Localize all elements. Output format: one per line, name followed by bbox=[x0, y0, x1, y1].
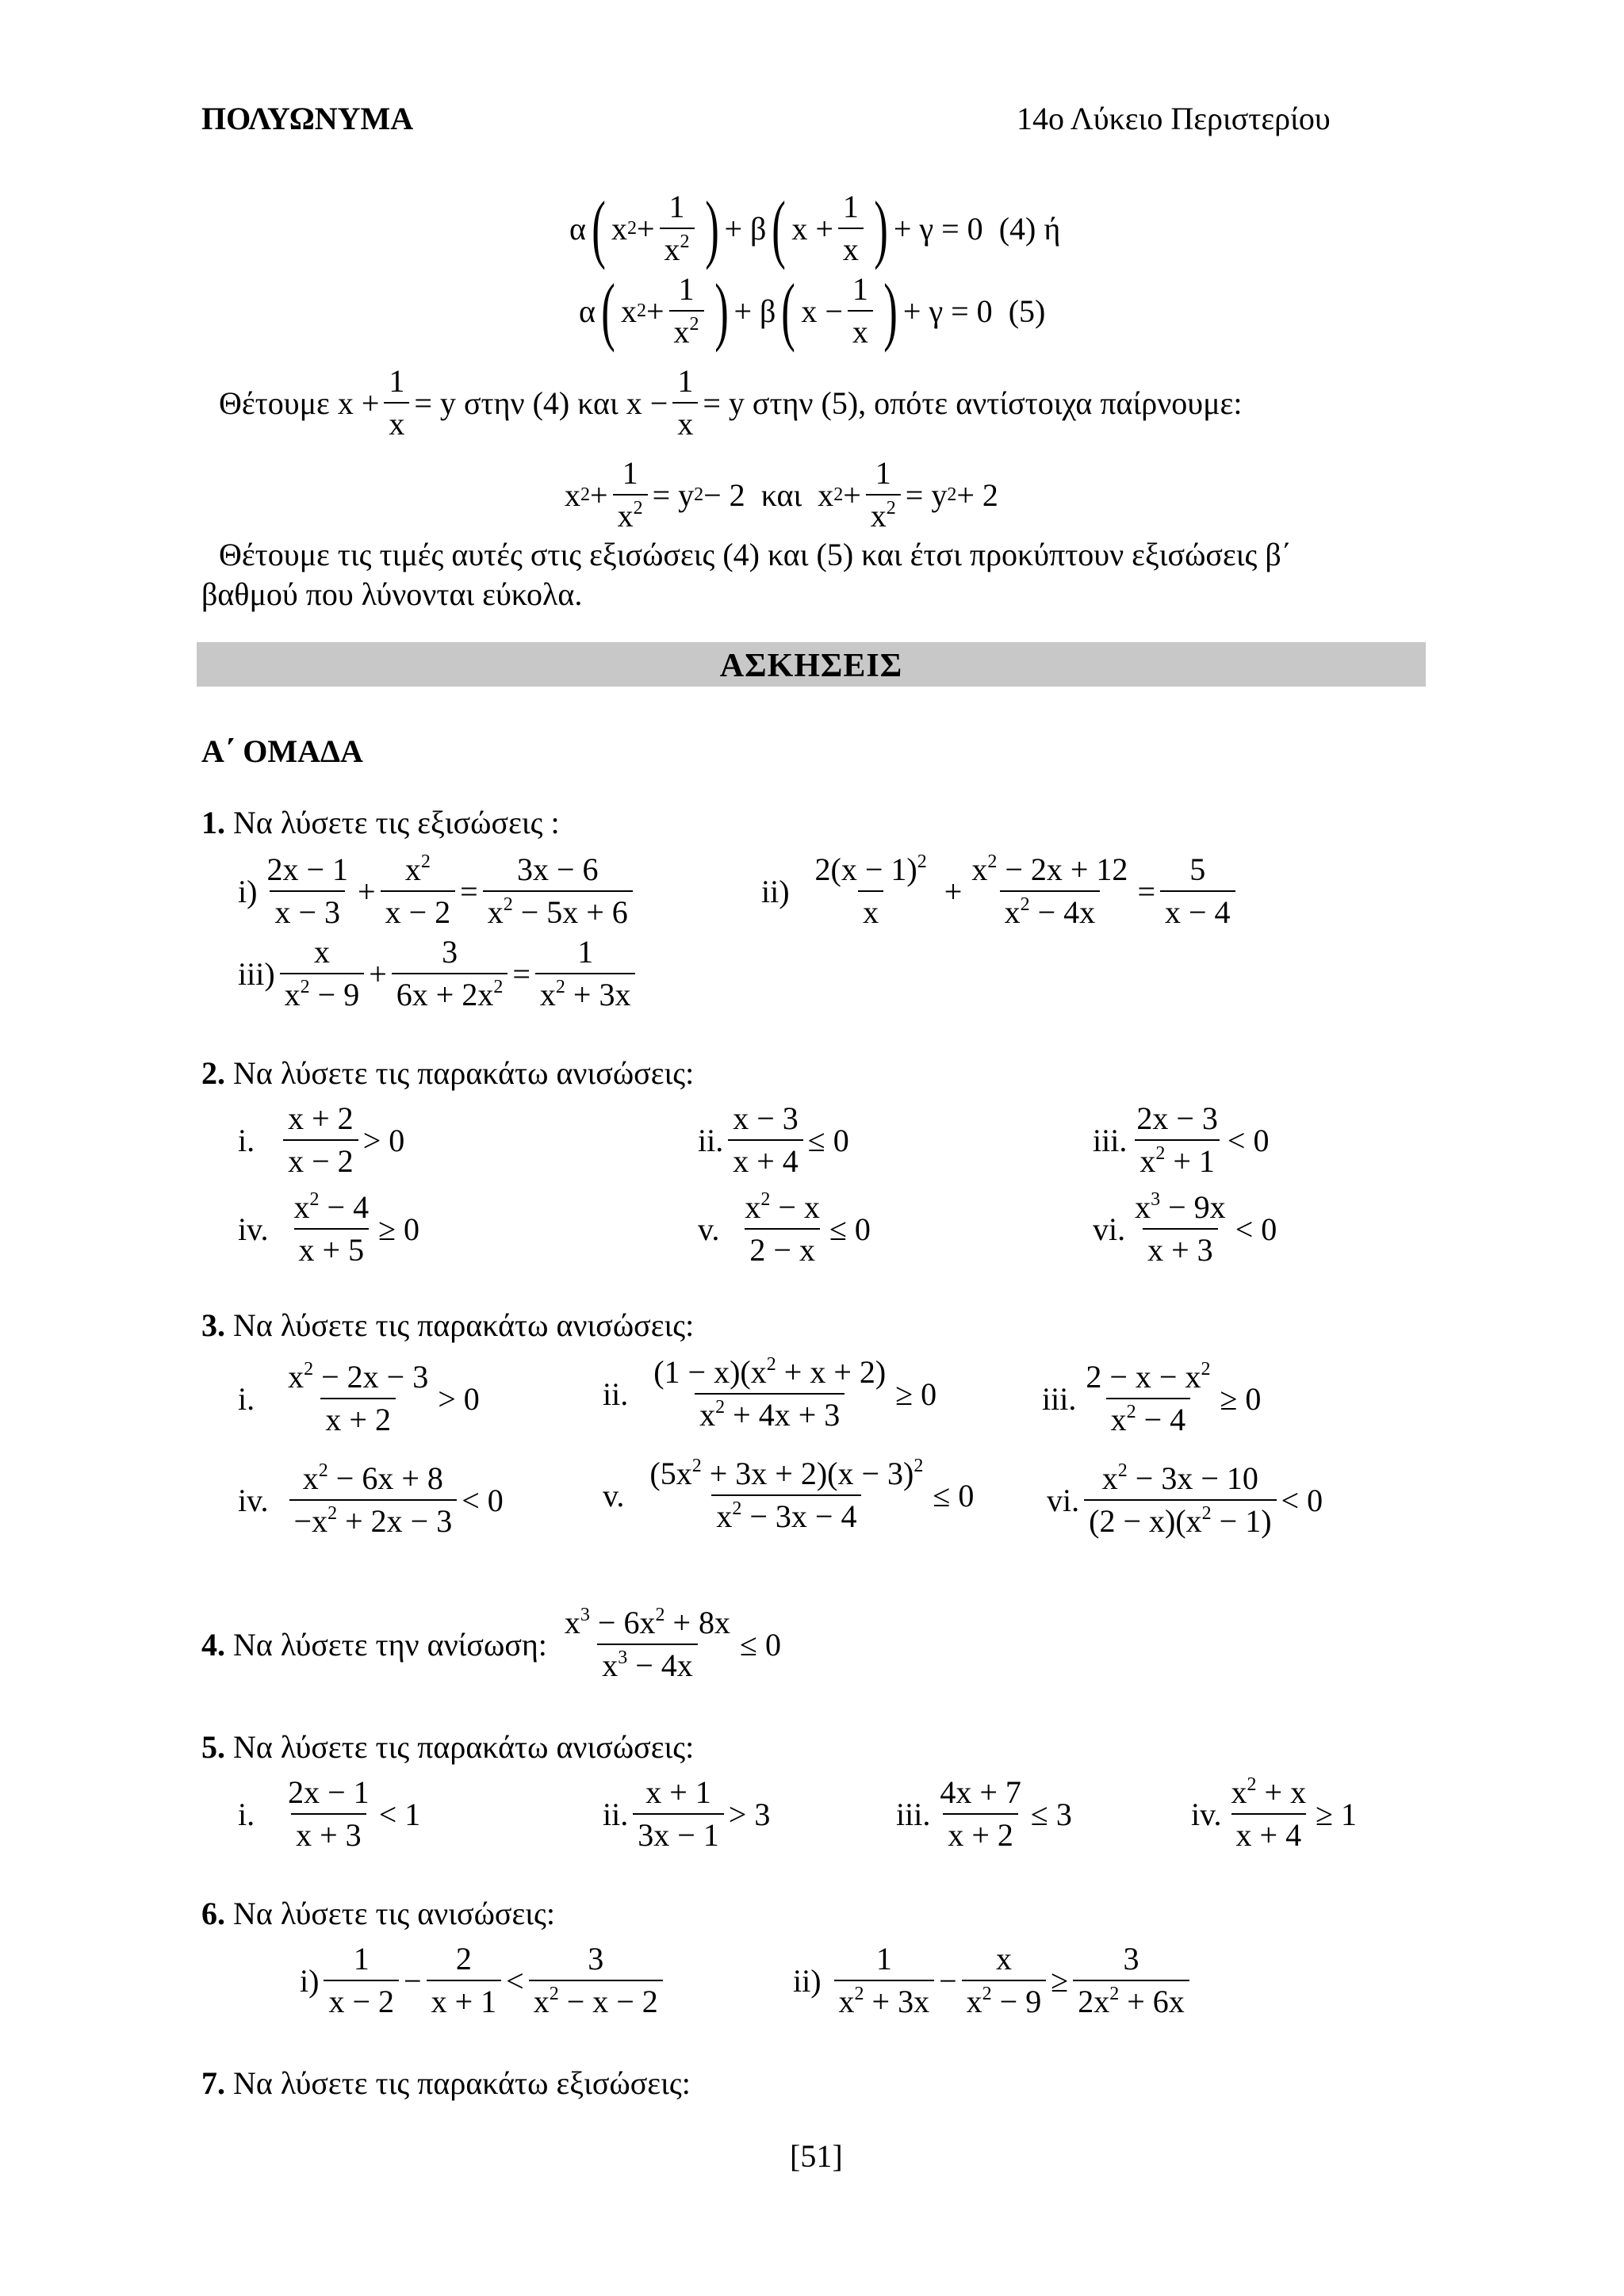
exercise-1-ii: ii) $\frac{2(x - 1)^2}{x}$ + $\frac{x^2 - 2x + 12}{x^2 - 4x}$ = $\frac{5}{x - 4}$ bbox=[761, 851, 1240, 931]
equation-5: α ( x 2 + $\frac{1}{x^2}$ ) + β ( x − $\frac{1}{x}$ ) + γ = 0 (5) bbox=[579, 268, 1046, 353]
exercise-number: 7. bbox=[201, 2065, 225, 2101]
equation-4: α ( x 2 + $\frac{1}{x^2}$ ) + β ( x + $\frac{1}{x}$ ) + γ = 0 (4) ή bbox=[569, 186, 1061, 270]
exercise-3-v: v. $\frac{(5x^2 + 3x + 2)(x - 3)^2}{x^2 - 3x - 4}$ ≤ 0 bbox=[603, 1456, 975, 1534]
exercise-1-iii: iii) $\frac{x}{x^2 - 9}$ + $\frac{3}{6x + 2x^2}$ = $\frac{1}{x^2 + 3x}$ bbox=[238, 934, 640, 1013]
exercise-number: 1. bbox=[201, 805, 225, 840]
exercise-text: Να λύσετε τις παρακάτω ανισώσεις: bbox=[233, 1055, 695, 1091]
exercise-2-heading bbox=[201, 1054, 694, 1092]
equation-4-tag: (4) ή bbox=[998, 210, 1061, 247]
exercise-5-heading bbox=[201, 1728, 694, 1766]
exercise-5-iv: iv. $\frac{x^2 + x}{x + 4}$ ≥ 1 bbox=[1191, 1774, 1358, 1853]
exercise-number: 2. bbox=[201, 1055, 225, 1091]
exercise-3-heading bbox=[201, 1307, 694, 1344]
exercise-1-heading bbox=[201, 804, 560, 841]
section-banner bbox=[197, 642, 1426, 687]
exercise-text: Να λύσετε τις παρακάτω ανισώσεις: bbox=[233, 1307, 695, 1343]
exercise-number: 6. bbox=[201, 1896, 225, 1931]
exercise-number: 5. bbox=[201, 1729, 225, 1765]
exercise-3-i: i. $\frac{x^2 - 2x - 3}{x + 2}$ > 0 bbox=[238, 1359, 480, 1437]
exercise-2-iii: iii. $\frac{2x - 3}{x^2 + 1}$ < 0 bbox=[1093, 1100, 1270, 1179]
exercise-3-iv: iv. $\frac{x^2 - 6x + 8}{-x^2 + 2x - 3}$ < 0 bbox=[238, 1460, 504, 1539]
exercise-6-i: i) $\frac{1}{x - 2}$ − $\frac{2}{x + 1}$ < $\frac{3}{x^2 - x - 2}$ bbox=[300, 1941, 668, 2020]
exercise-3-vi: vi. $\frac{x^2 - 3x - 10}{(2 - x)(x^2 - 1)}$ < 0 bbox=[1047, 1460, 1323, 1539]
exercise-text: Να λύσετε τις παρακάτω ανισώσεις: bbox=[233, 1729, 695, 1765]
exercise-2-vi: vi. $\frac{x^3 - 9x}{x + 3}$ < 0 bbox=[1093, 1189, 1277, 1268]
exercise-3-ii: ii. $\frac{(1 - x)(x^2 + x + 2)}{x^2 + 4x + 3}$ ≥ 0 bbox=[603, 1354, 937, 1433]
exercise-1-i: i) $\frac{2x - 1}{x - 3}$ + $\frac{x^2}{x - 2}$ = $\frac{3x - 6}{x^2 - 5x + 6}$ bbox=[238, 851, 638, 931]
exercise-7-heading bbox=[201, 2064, 691, 2102]
substitution-text-c: στην (5), οπότε αντίστοιχα παίρνουμε: bbox=[752, 385, 1243, 421]
substitution-result: x 2 + $\frac{1}{x^2}$ = y 2 − 2 και x 2 + $\frac{1}{x^2}$ = y 2 + 2 bbox=[565, 455, 998, 534]
group-title: Α΄ ΟΜΑΔΑ bbox=[201, 733, 363, 769]
exercise-2-v: v. $\frac{x^2 - x}{2 - x}$ ≤ 0 bbox=[698, 1189, 871, 1268]
section-title: ΑΣΚΗΣΕΙΣ bbox=[719, 648, 903, 684]
page-number: [51] bbox=[790, 2138, 843, 2174]
exercise-text: Να λύσετε τις παρακάτω εξισώσεις: bbox=[233, 2065, 691, 2101]
substitution-line: Θέτουμε x + $\frac{1}{x}$ = y στην (4) και x − $\frac{1}{x}$ = y στην (5), οπότε αντίστοιχα παίρνουμε: bbox=[219, 363, 1243, 442]
exercise-number: 3. bbox=[201, 1307, 225, 1343]
exercise-2-iv: iv. $\frac{x^2 - 4}{x + 5}$ ≥ 0 bbox=[238, 1189, 420, 1268]
exercise-4: 4. Να λύσετε την ανίσωση: $\frac{x^3 - 6x^2 + 8x}{x^3 - 4x}$ ≤ 0 bbox=[201, 1605, 781, 1683]
exercise-2-ii: ii. $\frac{x - 3}{x + 4}$ ≤ 0 bbox=[698, 1100, 849, 1179]
exercise-text: Να λύσετε τις εξισώσεις : bbox=[233, 805, 560, 840]
exercise-2-i: i. $\frac{x + 2}{x - 2}$ > 0 bbox=[238, 1100, 405, 1179]
exercise-number: 4. bbox=[201, 1626, 225, 1663]
exercise-6-heading bbox=[201, 1895, 555, 1932]
exercise-5-iii: iii. $\frac{4x + 7}{x + 2}$ ≤ 3 bbox=[896, 1774, 1072, 1853]
header-school-name: 14ο Λύκειο Περιστερίου bbox=[1017, 101, 1331, 136]
exercise-text: Να λύσετε την ανίσωση: bbox=[233, 1626, 547, 1663]
exercise-text: Να λύσετε τις ανισώσεις: bbox=[233, 1896, 555, 1931]
intro-paragraph-line2: βαθμού που λύνονται εύκολα. bbox=[201, 576, 583, 612]
header-chapter-title: ΠΟΛΥΩΝΥΜΑ bbox=[201, 101, 414, 136]
exercise-6-ii: ii) $\frac{1}{x^2 + 3x}$ − $\frac{x}{x^2 - 9}$ ≥ $\frac{3}{2x^2 + 6x}$ bbox=[793, 1941, 1194, 2020]
substitution-text-b: στην (4) και bbox=[463, 385, 619, 421]
substitution-text-a: Θέτουμε bbox=[219, 385, 330, 421]
intro-paragraph-line1: Θέτουμε τις τιμές αυτές στις εξισώσεις (4) και (5) και έτσι προκύπτουν εξισώσεις β΄ bbox=[219, 537, 1293, 572]
equation-5-tag: (5) bbox=[1008, 293, 1046, 329]
exercise-5-ii: ii. $\frac{x + 1}{3x - 1}$ > 3 bbox=[603, 1774, 771, 1853]
exercise-5-i: i. $\frac{2x - 1}{x + 3}$ < 1 bbox=[238, 1774, 421, 1853]
exercise-3-iii: iii. $\frac{2 - x - x^2}{x^2 - 4}$ ≥ 0 bbox=[1042, 1359, 1262, 1437]
and-word: και bbox=[760, 476, 802, 513]
